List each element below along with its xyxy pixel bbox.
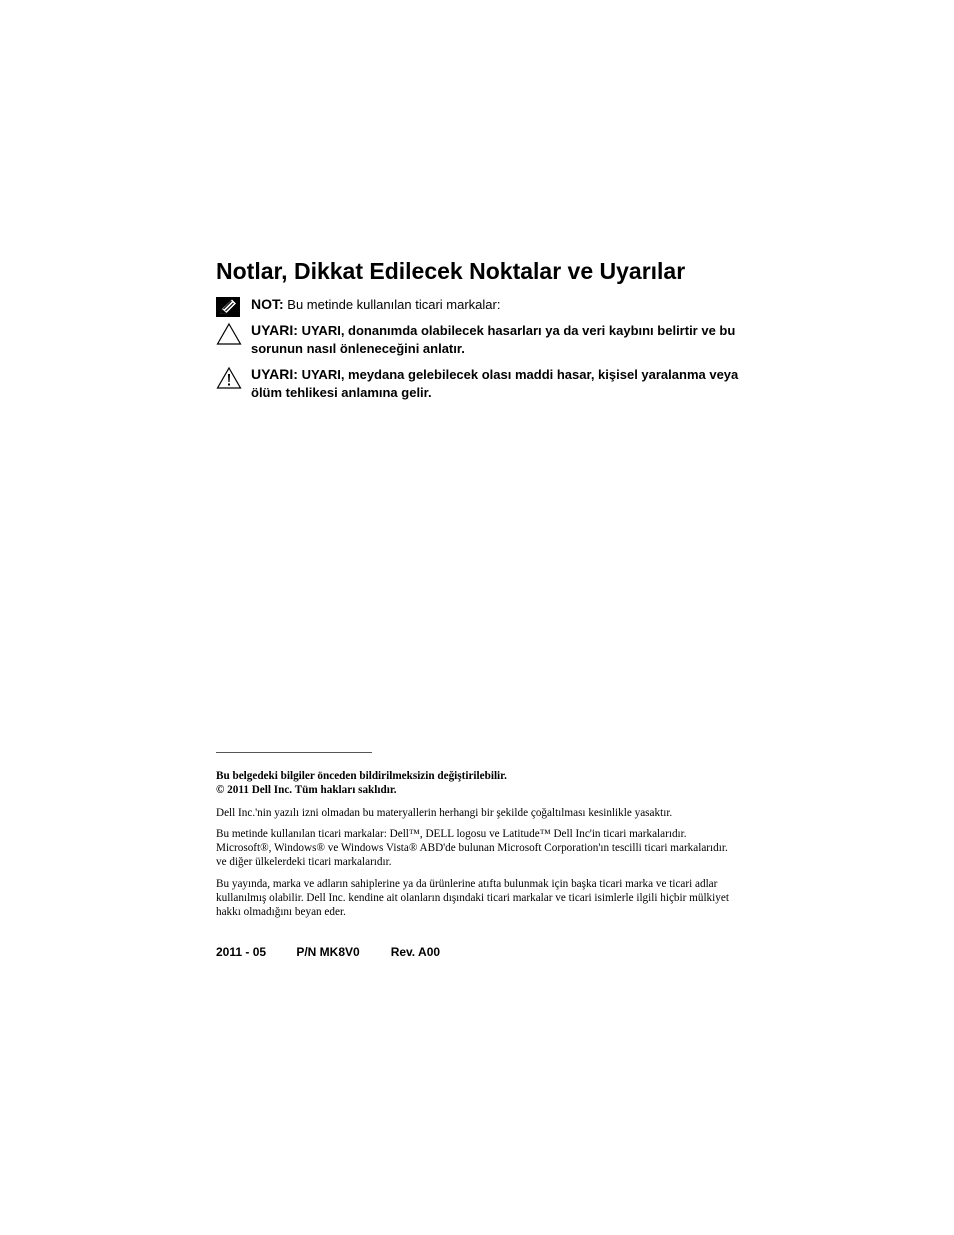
caution-text (251, 322, 746, 357)
note-block (216, 296, 746, 314)
legal-reproduction: Dell Inc.'nin yazılı izni olmadan bu materyallerin herhangi bir şekilde çoğaltılması kesinlikle yasaktır. (216, 807, 673, 819)
legal-info-line: Bu belgedeki bilgiler önceden bildirilmeksizin değiştirilebilir. (216, 770, 507, 782)
caution-label: UYARI: (251, 322, 298, 338)
legal-other-marks: Bu yayında, marka ve adların sahiplerine ya da ürünlerine atıfta bulunmak için başka ticari marka ve ticari adlar kullanılmış olabilir. Dell Inc. kendine ait olanların dışındaki ticari markalar ve ticari isimlerle ilgili hiçbir mülkiyet hakkı olmadığını beyan eder. (216, 878, 729, 919)
caution-body: UYARI, donanımda olabilecek hasarları ya da veri kaybını belirtir ve bu sorunun nasıl önleneceğini anlatır. (251, 323, 736, 356)
warning-text (251, 366, 746, 401)
legal-copyright: © 2011 Dell Inc. Tüm hakları saklıdır. (216, 784, 397, 797)
caution-block (216, 322, 746, 357)
note-text (251, 296, 746, 314)
legal-trademarks: Bu metinde kullanılan ticari markalar: Dell™, DELL logosu ve Latitude™ Dell Inc'in ticari markalarıdır. Microsoft®, Windows® ve Windows Vista® ABD'de bulunan Microsoft Corporation'ın tescilli ticari markalarıdır. ve diğer ülkelerdeki ticari markalarıdır. (216, 828, 728, 869)
legal-info-block (216, 769, 738, 797)
footer-date: 2011 - 05 (216, 945, 267, 959)
caution-triangle-icon (216, 322, 242, 346)
note-label: NOT: (251, 296, 284, 312)
note-pencil-icon (216, 297, 240, 317)
footer-part-number: P/N MK8V0 (296, 945, 360, 959)
warning-label: UYARI: (251, 366, 298, 382)
warning-block (216, 366, 746, 401)
document-footer (216, 944, 440, 960)
footer-revision: Rev. A00 (390, 945, 441, 959)
note-body: Bu metinde kullanılan ticari markalar: (287, 297, 501, 312)
footnote-divider (216, 752, 372, 753)
warning-body: UYARI, meydana gelebilecek olası maddi hasar, kişisel yaralanma veya ölüm tehlikesi anlamına gelir. (251, 367, 739, 400)
page-title: Notlar, Dikkat Edilecek Noktalar ve Uyarılar (216, 258, 686, 284)
warning-exclamation-icon (216, 366, 242, 390)
